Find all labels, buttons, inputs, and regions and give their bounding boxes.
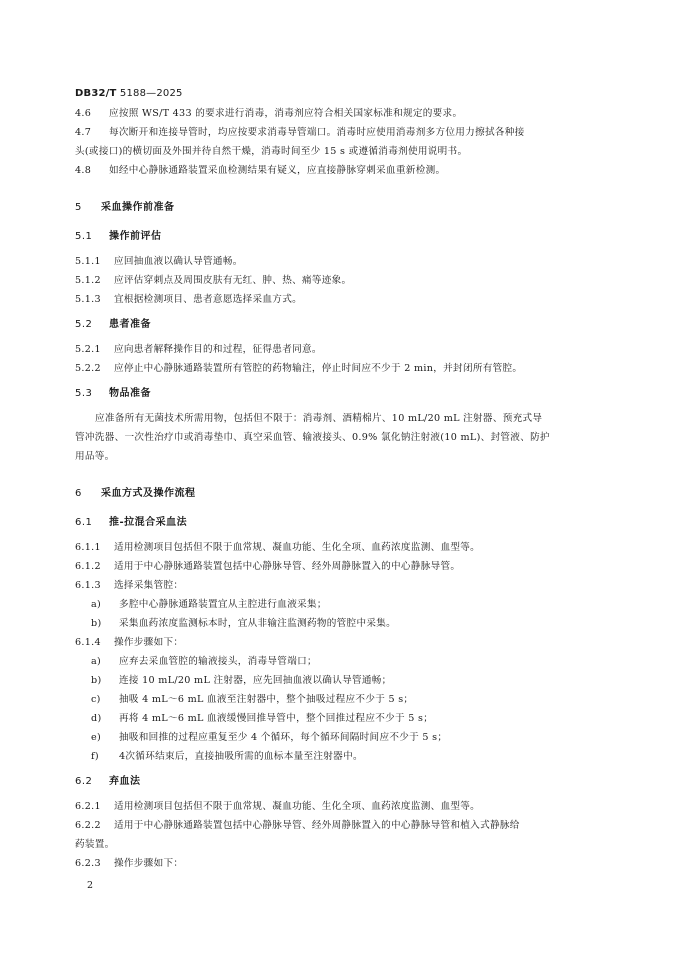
clause-5-2-1 bbox=[75, 340, 606, 359]
list-marker: f) bbox=[91, 751, 99, 762]
subsection-title: 患者准备 bbox=[109, 319, 151, 330]
clause-5-1-2 bbox=[75, 271, 606, 290]
clause-number: 6.1.3 bbox=[75, 580, 101, 591]
list-marker: b) bbox=[91, 618, 102, 629]
clause-number: 5.1.1 bbox=[75, 256, 101, 267]
subsection-number: 6.1 bbox=[75, 517, 93, 528]
clause-text: 每次断开和连接导管时，均应按要求消毒导管端口。消毒时应使用消毒剂多方位用力擦拭各种接 bbox=[109, 127, 525, 138]
subsection-5-1-heading bbox=[75, 227, 606, 246]
clause-text: 选择采集管腔： bbox=[114, 580, 184, 591]
list-item-text: 采集血药浓度监测标本时，宜从非输注监测药物的管腔中采集。 bbox=[119, 618, 397, 629]
list-item bbox=[75, 747, 606, 766]
clause-number: 6.1.4 bbox=[75, 637, 101, 648]
clause-5-1-3 bbox=[75, 290, 606, 309]
list-item-text: 应弃去采血管腔的输液接头，消毒导管端口； bbox=[119, 656, 317, 667]
page-number: 2 bbox=[87, 880, 94, 891]
list-marker: a) bbox=[91, 599, 102, 610]
subsection-number: 6.2 bbox=[75, 776, 93, 787]
list-item-text: 再将 4 mL～6 mL 血液缓慢回推导管中，整个回推过程应不少于 5 s； bbox=[119, 713, 434, 724]
list-marker: c) bbox=[91, 694, 101, 705]
clause-4-8 bbox=[75, 161, 606, 180]
subsection-title: 弃血法 bbox=[109, 776, 141, 787]
list-item-text: 连接 10 mL/20 mL 注射器，应先回抽血液以确认导管通畅； bbox=[119, 675, 392, 686]
clause-text: 适用于中心静脉通路装置包括中心静脉导管、经外周静脉置入的中心静脉导管和植入式静脉给 bbox=[114, 820, 520, 831]
list-marker: b) bbox=[91, 675, 102, 686]
clause-text: 适用检测项目包括但不限于血常规、凝血功能、生化全项、血药浓度监测、血型等。 bbox=[114, 801, 481, 812]
clause-text: 操作步骤如下： bbox=[114, 637, 184, 648]
list-item-text: 多腔中心静脉通路装置宜从主腔进行血液采集； bbox=[119, 599, 327, 610]
list-item bbox=[75, 595, 606, 614]
list-item bbox=[75, 709, 606, 728]
clause-number: 6.2.2 bbox=[75, 820, 101, 831]
clause-number: 6.1.1 bbox=[75, 542, 101, 553]
standard-code-header bbox=[75, 88, 183, 99]
subsection-5-3-heading bbox=[75, 384, 606, 403]
clause-number: 5.1.2 bbox=[75, 275, 101, 286]
list-item bbox=[75, 690, 606, 709]
section-6-heading bbox=[75, 484, 606, 503]
list-item bbox=[75, 671, 606, 690]
subsection-number: 5.1 bbox=[75, 231, 93, 242]
list-marker: d) bbox=[91, 713, 102, 724]
list-item-text: 抽吸和回推的过程应重复至少 4 个循环，每个循环间隔时间应不少于 5 s； bbox=[119, 732, 448, 743]
standard-code-number: 5188—2025 bbox=[116, 88, 183, 99]
clause-5-1-1 bbox=[75, 252, 606, 271]
list-marker: e) bbox=[91, 732, 102, 743]
subsection-number: 5.3 bbox=[75, 388, 93, 399]
subsection-title: 物品准备 bbox=[109, 388, 151, 399]
list-item-text: 4次循环结束后，直接抽吸所需的血标本量至注射器中。 bbox=[119, 751, 363, 762]
supplies-paragraph-line-1: 应准备所有无菌技术所需用物，包括但不限于：消毒剂、酒精棉片、10 mL/20 mL 注射器、预充式导 bbox=[95, 413, 543, 424]
clause-6-1-4 bbox=[75, 633, 606, 652]
list-marker: a) bbox=[91, 656, 102, 667]
clause-text: 应评估穿刺点及周围皮肤有无红、肿、热、痛等迹象。 bbox=[114, 275, 352, 286]
section-number: 6 bbox=[75, 488, 82, 499]
clause-text: 宜根据检测项目、患者意愿选择采血方式。 bbox=[114, 294, 302, 305]
document-body bbox=[75, 104, 606, 873]
clause-6-1-1 bbox=[75, 538, 606, 557]
list-item bbox=[75, 728, 606, 747]
subsection-6-1-heading bbox=[75, 513, 606, 532]
list-item bbox=[75, 652, 606, 671]
clause-text: 操作步骤如下： bbox=[114, 858, 184, 869]
clause-6-1-2 bbox=[75, 557, 606, 576]
list-item bbox=[75, 614, 606, 633]
clause-6-2-2 bbox=[75, 816, 606, 835]
clause-number: 6.2.3 bbox=[75, 858, 101, 869]
clause-6-1-3 bbox=[75, 576, 606, 595]
clause-number: 6.1.2 bbox=[75, 561, 101, 572]
subsection-title: 操作前评估 bbox=[109, 231, 162, 242]
subsection-6-2-heading bbox=[75, 772, 606, 791]
list-item-text: 抽吸 4 mL～6 mL 血液至注射器中，整个抽吸过程应不少于 5 s； bbox=[119, 694, 414, 705]
clause-number: 5.1.3 bbox=[75, 294, 101, 305]
clause-number: 5.2.1 bbox=[75, 344, 101, 355]
clause-5-2-2 bbox=[75, 359, 606, 378]
clause-6-2-1 bbox=[75, 797, 606, 816]
clause-4-7-continuation: 头(或接口)的横切面及外围并待自然干燥，消毒时间至少 15 s 或遵循消毒剂使用说明书。 bbox=[75, 146, 468, 157]
clause-number: 5.2.2 bbox=[75, 363, 101, 374]
clause-number: 4.7 bbox=[75, 127, 92, 138]
subsection-title: 推-拉混合采血法 bbox=[109, 517, 188, 528]
section-5-heading bbox=[75, 198, 606, 217]
subsection-5-2-heading bbox=[75, 315, 606, 334]
section-number: 5 bbox=[75, 202, 82, 213]
subsection-number: 5.2 bbox=[75, 319, 93, 330]
supplies-paragraph-line-2: 管冲洗器、一次性治疗巾或消毒垫巾、真空采血管、输液接头、0.9% 氯化钠注射液(10 mL)、封管液、防护 bbox=[75, 432, 550, 443]
clause-number: 4.8 bbox=[75, 165, 92, 176]
clause-6-2-3 bbox=[75, 854, 606, 873]
clause-text: 应按照 WS/T 433 的要求进行消毒，消毒剂应符合相关国家标准和规定的要求。 bbox=[109, 108, 463, 119]
clause-4-6 bbox=[75, 104, 606, 123]
section-title: 采血操作前准备 bbox=[101, 202, 175, 213]
clause-text: 应停止中心静脉通路装置所有管腔的药物输注，停止时间应不少于 2 min，并封闭所有管腔。 bbox=[114, 363, 523, 374]
clause-4-7 bbox=[75, 123, 606, 142]
standard-code-prefix: DB32/T bbox=[75, 88, 117, 99]
clause-text: 应回抽血液以确认导管通畅。 bbox=[114, 256, 243, 267]
clause-6-2-2-continuation: 药装置。 bbox=[75, 839, 115, 850]
clause-number: 4.6 bbox=[75, 108, 92, 119]
section-title: 采血方式及操作流程 bbox=[101, 488, 196, 499]
clause-number: 6.2.1 bbox=[75, 801, 101, 812]
supplies-paragraph-line-3: 用品等。 bbox=[75, 451, 115, 462]
clause-text: 应向患者解释操作目的和过程，征得患者同意。 bbox=[114, 344, 322, 355]
clause-text: 如经中心静脉通路装置采血检测结果有疑义，应直接静脉穿刺采血重新检测。 bbox=[109, 165, 446, 176]
clause-text: 适用于中心静脉通路装置包括中心静脉导管、经外周静脉置入的中心静脉导管。 bbox=[114, 561, 461, 572]
clause-text: 适用检测项目包括但不限于血常规、凝血功能、生化全项、血药浓度监测、血型等。 bbox=[114, 542, 481, 553]
